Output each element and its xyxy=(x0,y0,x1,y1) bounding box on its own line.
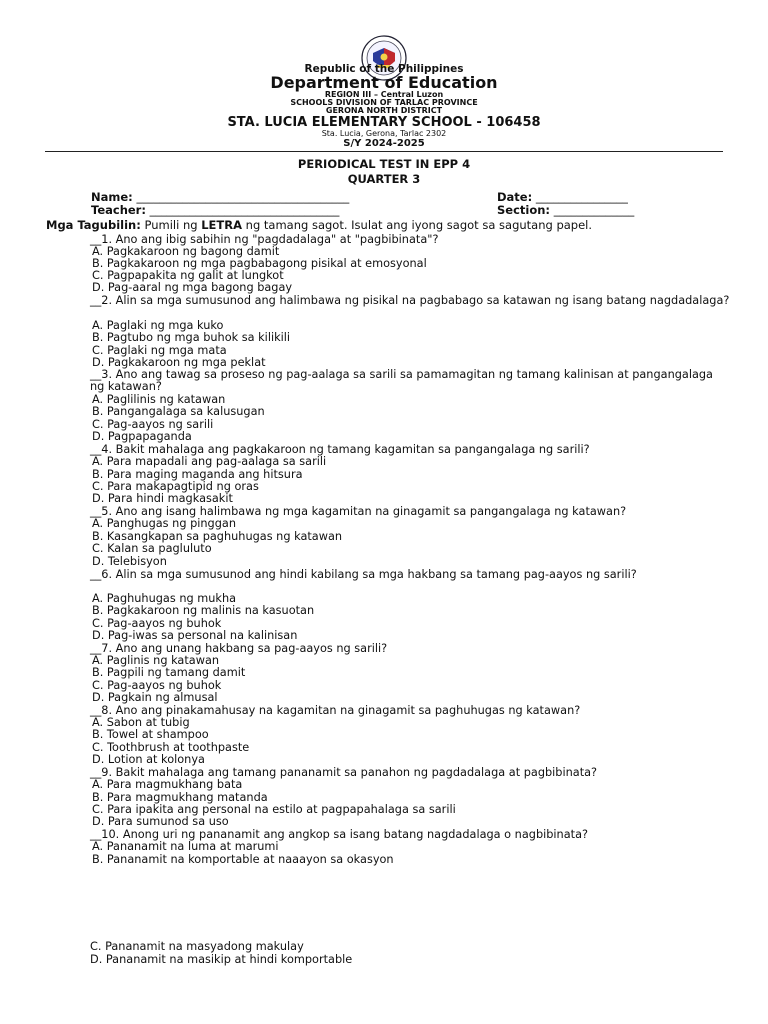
q5-option-c: C. Kalan sa pagluluto xyxy=(92,542,212,555)
q6-option-b: B. Pagkakaroon ng malinis na kasuotan xyxy=(92,604,315,617)
question-10: __10. Anong uri ng pananamit ang angkop sa isang batang nagdadalaga o nagbibinata? xyxy=(90,828,588,841)
q7-option-b: B. Pagpili ng tamang damit xyxy=(92,666,246,679)
q7-option-d: D. Pagkain ng almusal xyxy=(92,691,218,704)
q1-option-d: D. Pag-aaral ng mga bagong bagay xyxy=(92,281,293,294)
q10-option-c: C. Pananamit na masyadong makulay xyxy=(90,940,304,953)
q2-option-d: D. Pagkakaroon ng mga peklat xyxy=(92,356,266,369)
region-line: REGION III – Central Luzon xyxy=(324,90,444,99)
name-field[interactable] xyxy=(91,190,349,204)
q6-option-a: A. Paghuhugas ng mukha xyxy=(92,592,237,605)
teacher-line[interactable]: _________________________________ xyxy=(149,203,340,217)
q2-option-a: A. Paglaki ng mga kuko xyxy=(92,319,224,332)
q7-option-a: A. Paglinis ng katawan xyxy=(92,654,220,667)
q9-option-b: B. Para magmukhang matanda xyxy=(92,791,268,804)
q4-option-b: B. Para maging maganda ang hitsura xyxy=(92,468,303,481)
test-title: PERIODICAL TEST IN EPP 4 xyxy=(297,157,471,171)
name-label: Name: xyxy=(91,190,133,204)
question-7: __7. Ano ang unang hakbang sa pag-aayos ng sarili? xyxy=(90,642,388,655)
q10-option-b: B. Pananamit na komportable at naaayon sa okasyon xyxy=(92,853,394,866)
q6-option-d: D. Pag-iwas sa personal na kalinisan xyxy=(92,629,298,642)
republic-line: Republic of the Philippines xyxy=(304,63,464,75)
q5-option-d: D. Telebisyon xyxy=(92,555,167,568)
q2-option-c: C. Paglaki ng mga mata xyxy=(92,344,227,357)
department-title: Department of Education xyxy=(270,73,498,92)
q4-option-a: A. Para mapadali ang pag-aalaga sa sarili xyxy=(92,455,327,468)
section-label: Section: xyxy=(497,203,551,217)
q2-option-b: B. Pagtubo ng mga buhok sa kilikili xyxy=(92,331,291,344)
q9-option-c: C. Para ipakita ang personal na estilo at pagpapahalaga sa sarili xyxy=(92,803,456,816)
school-name: STA. LUCIA ELEMENTARY SCHOOL - 106458 xyxy=(227,115,541,130)
instructions-emphasis: LETRA xyxy=(201,218,242,232)
section-field[interactable] xyxy=(497,203,634,217)
q3-option-a: A. Paglilinis ng katawan xyxy=(92,393,226,406)
instructions-label: Mga Tagubilin: xyxy=(46,218,141,232)
q8-option-b: B. Towel at shampoo xyxy=(92,728,209,741)
q5-option-b: B. Kasangkapan sa paghuhugas ng katawan xyxy=(92,530,343,543)
header-divider xyxy=(45,151,723,152)
date-label: Date: xyxy=(497,190,533,204)
q5-option-a: A. Panghugas ng pinggan xyxy=(92,517,236,530)
school-address: Sta. Lucia, Gerona, Tarlac 2302 xyxy=(321,129,447,138)
question-8: __8. Ano ang pinakamahusay na kagamitan na ginagamit sa paghuhugas ng katawan? xyxy=(90,704,581,717)
q3-option-d: D. Pagpapaganda xyxy=(92,430,192,443)
date-line[interactable]: ________________ xyxy=(535,190,628,204)
question-4: __4. Bakit mahalaga ang pagkakaroon ng tamang kagamitan sa pangangalaga ng sarili? xyxy=(90,443,590,456)
instructions-text-after: ng tamang sagot. Isulat ang iyong sagot sa sagutang papel. xyxy=(242,218,593,232)
question-5: __5. Ano ang isang halimbawa ng mga kagamitan na ginagamit sa pangangalaga ng katawan? xyxy=(90,505,627,518)
question-1: __1. Ano ang ibig sabihin ng "pagdadalaga" at "pagbibinata"? xyxy=(90,233,439,246)
school-year: S/Y 2024-2025 xyxy=(343,138,425,149)
q8-option-d: D. Lotion at kolonya xyxy=(92,753,205,766)
name-line[interactable]: _____________________________________ xyxy=(136,190,350,204)
q3-option-b: B. Pangangalaga sa kalusugan xyxy=(92,405,265,418)
question-3: __3. Ano ang tawag sa proseso ng pag-aalaga sa sarili sa pamamagitan ng tamang kalinisan at pangangalaga ng katawan? xyxy=(90,368,713,394)
q4-option-d: D. Para hindi magkasakit xyxy=(92,492,233,505)
q1-option-a: A. Pagkakaroon ng bagong damit xyxy=(92,245,280,258)
q9-option-a: A. Para magmukhang bata xyxy=(92,778,243,791)
instructions xyxy=(46,218,592,232)
q4-option-c: C. Para makapagtipid ng oras xyxy=(92,480,259,493)
q9-option-d: D. Para sumunod sa uso xyxy=(92,815,229,828)
teacher-label: Teacher: xyxy=(91,203,146,217)
q8-option-c: C. Toothbrush at toothpaste xyxy=(92,741,250,754)
division-line: SCHOOLS DIVISION OF TARLAC PROVINCE xyxy=(290,98,478,107)
instructions-text-before: Pumili ng xyxy=(140,218,202,232)
q7-option-c: C. Pag-aayos ng buhok xyxy=(92,679,222,692)
q8-option-a: A. Sabon at tubig xyxy=(92,716,190,729)
test-quarter: QUARTER 3 xyxy=(347,172,421,186)
section-line[interactable]: ______________ xyxy=(553,203,635,217)
question-9: __9. Bakit mahalaga ang tamang pananamit sa panahon ng pagdadalaga at pagbibinata? xyxy=(90,766,598,779)
q6-option-c: C. Pag-aayos ng buhok xyxy=(92,617,222,630)
teacher-field[interactable] xyxy=(91,203,339,217)
question-2: __2. Alin sa mga sumusunod ang halimbawa ng pisikal na pagbabago sa katawan ng isang batang nagdadalaga? xyxy=(90,294,730,307)
q1-option-c: C. Pagpapakita ng galit at lungkot xyxy=(92,269,284,282)
district-line: GERONA NORTH DISTRICT xyxy=(325,106,443,115)
q10-option-a: A. Pananamit na luma at marumi xyxy=(92,840,279,853)
q10-option-d: D. Pananamit na masikip at hindi komportable xyxy=(90,953,353,966)
q1-option-b: B. Pagkakaroon ng mga pagbabagong pisikal at emosyonal xyxy=(92,257,427,270)
q3-option-c: C. Pag-aayos ng sarili xyxy=(92,418,214,431)
question-6: __6. Alin sa mga sumusunod ang hindi kabilang sa mga hakbang sa tamang pag-aayos ng sarili? xyxy=(90,568,637,581)
date-field[interactable] xyxy=(497,190,628,204)
